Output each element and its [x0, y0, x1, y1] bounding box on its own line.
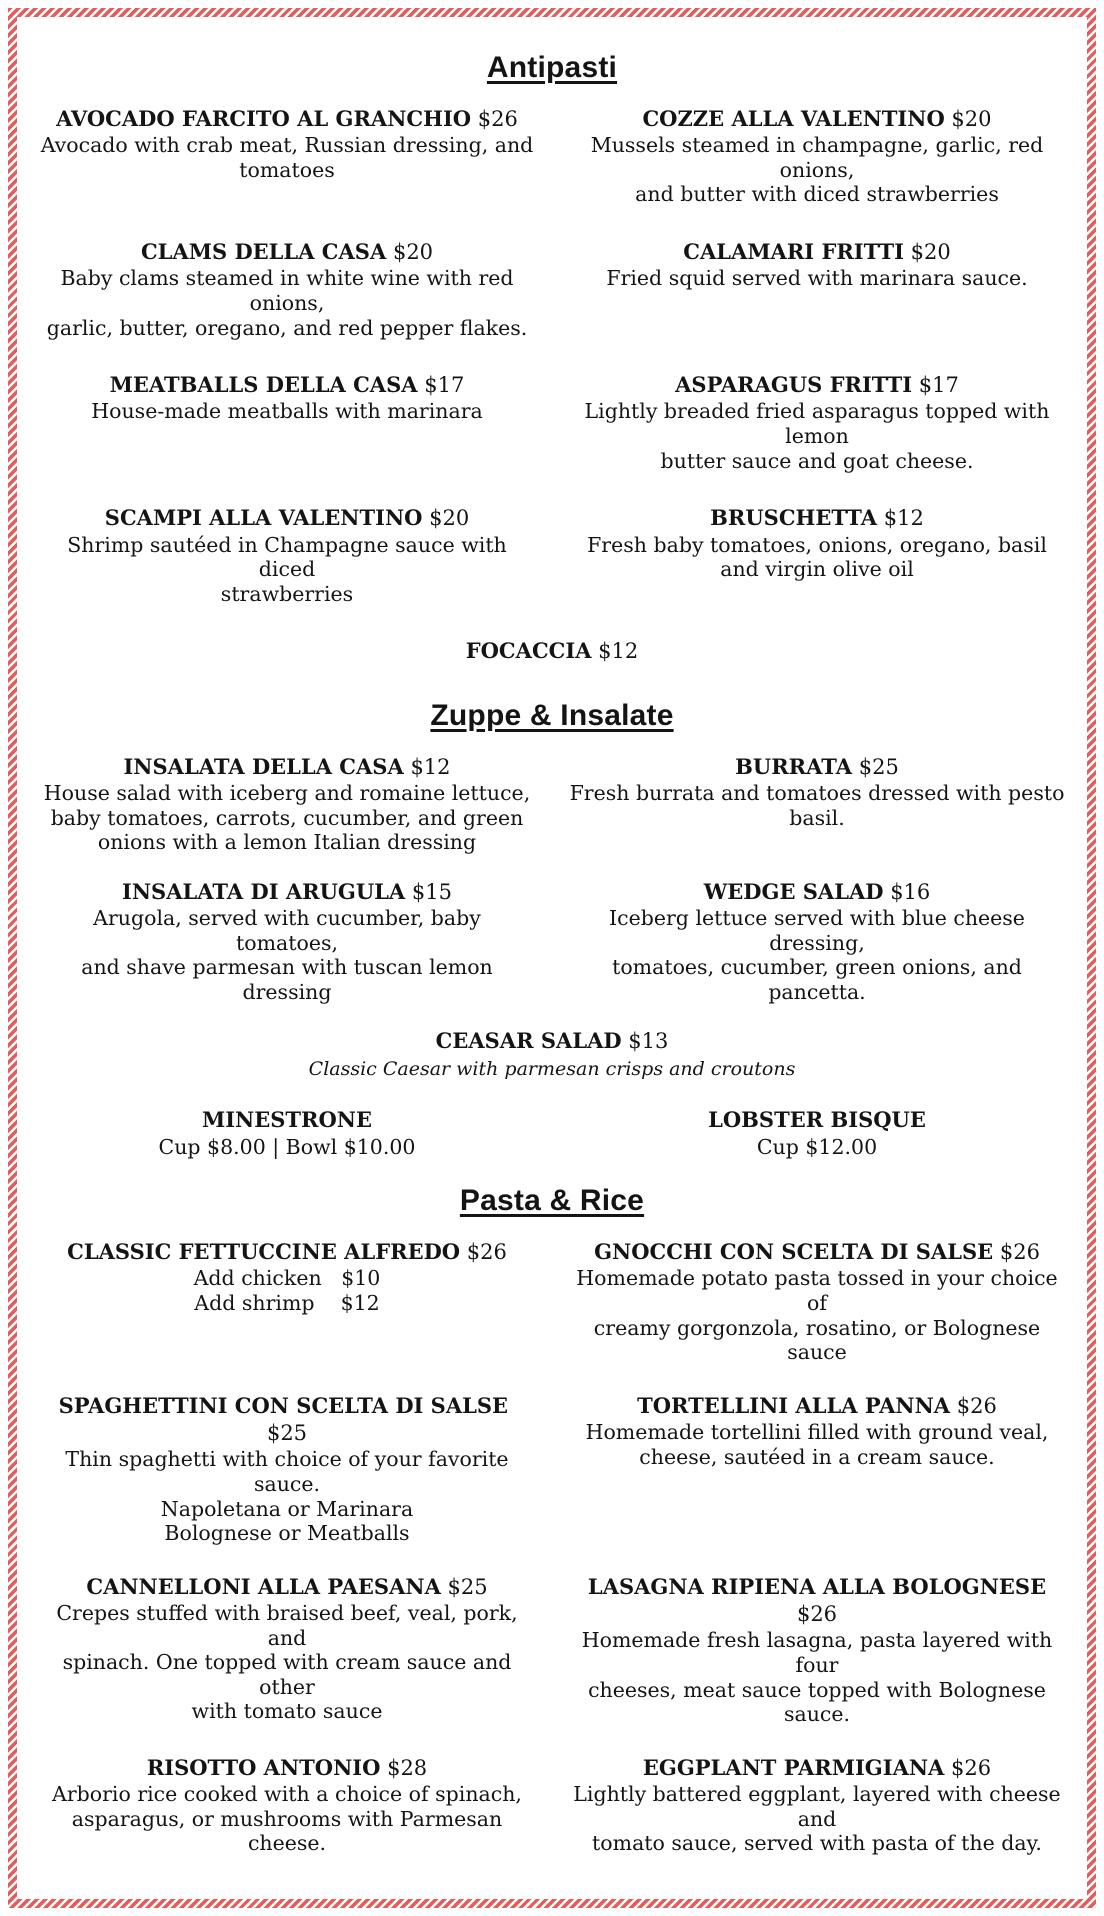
item-description-line: Avocado with crab meat, Russian dressing, and	[40, 133, 534, 158]
item-name: EGGPLANT PARMIGIANA	[642, 1754, 945, 1780]
menu-item-wedge-salad	[561, 878, 1073, 1005]
section-zuppe	[31, 699, 1073, 1182]
item-head	[39, 105, 535, 133]
menu-item-lasagna-ripiena-alla-bolognese	[561, 1573, 1073, 1727]
item-name: CANNELLONI ALLA PAESANA	[86, 1573, 441, 1599]
item-description-line: Homemade tortellini filled with ground veal,	[585, 1420, 1049, 1445]
item-price: $26	[460, 1240, 507, 1265]
menu-row	[31, 637, 1073, 696]
item-description-line: spinach. One topped with cream sauce and other	[62, 1650, 512, 1699]
item-price: $26	[993, 1240, 1040, 1265]
item-price: $26	[471, 107, 518, 131]
menu-row	[31, 1754, 1073, 1883]
item-description-line: Fresh burrata and tomatoes dressed with pesto	[569, 780, 1065, 805]
menu-root	[31, 51, 1073, 1883]
item-head	[569, 1238, 1065, 1266]
item-name: FOCACCIA	[465, 638, 592, 664]
item-price: $20	[386, 240, 434, 265]
item-description-line: Arugola, served with cucumber, baby tomatoes,	[93, 905, 481, 955]
item-description-line: Classic Caesar with parmesan crisps and croutons	[308, 1057, 796, 1080]
item-price: $17	[417, 373, 465, 398]
item-head	[39, 878, 535, 906]
item-description-line: Thin spaghetti with choice of your favorite sauce.	[65, 1447, 509, 1496]
menu-row	[31, 1238, 1073, 1392]
item-price: $25	[266, 1421, 308, 1446]
item-head	[569, 238, 1065, 266]
section-antipasti	[31, 51, 1073, 697]
item-description-line: House-made meatballs with marinara	[91, 399, 483, 424]
item-description-line: Crepes stuffed with braised beef, veal, pork, and	[56, 1601, 518, 1650]
item-name: BRUSCHETTA	[710, 505, 878, 531]
item-head	[39, 1106, 535, 1134]
item-price: $26	[950, 1393, 997, 1418]
item-head	[569, 105, 1065, 133]
item-price: $20	[944, 107, 992, 131]
section-title-zuppe: Zuppe & Insalate	[430, 698, 674, 732]
item-description-line: Baby clams steamed in white wine with red onions,	[60, 266, 514, 315]
item-price: $20	[422, 506, 470, 531]
menu-item-spaghettini-con-scelta-di-salse	[31, 1392, 543, 1546]
item-name: LASAGNA RIPIENA ALLA BOLOGNESE	[587, 1573, 1047, 1599]
item-description-line: onions with a lemon Italian dressing	[97, 830, 477, 855]
menu-row	[31, 371, 1073, 504]
menu-row	[31, 1573, 1073, 1754]
menu-item-insalata-di-arugula	[31, 878, 543, 1005]
menu-page	[8, 8, 1096, 1908]
item-description-line: Bolognese or Meatballs	[164, 1521, 410, 1546]
menu-row	[31, 238, 1073, 371]
menu-row	[31, 1392, 1073, 1573]
item-description-line: Mussels steamed in champagne, garlic, red onions,	[590, 133, 1044, 182]
menu-item-focaccia	[31, 637, 1073, 665]
item-price: $17	[912, 373, 959, 398]
menu-item-ceasar-salad	[31, 1027, 1073, 1083]
item-price: $12	[877, 506, 924, 531]
item-head	[39, 371, 535, 399]
item-name: CLAMS DELLA CASA	[140, 239, 387, 265]
item-name: WEDGE SALAD	[703, 878, 884, 904]
item-description-line: Napoletana or Marinara	[160, 1496, 414, 1521]
item-name: ASPARAGUS FRITTI	[675, 372, 913, 398]
item-price: $13	[621, 1029, 669, 1054]
menu-item-tortellini-alla-panna	[561, 1392, 1073, 1469]
item-head	[39, 1238, 535, 1266]
item-head	[569, 1754, 1065, 1782]
item-description-line: tomatoes, cucumber, green onions, and pancetta.	[612, 955, 1022, 1004]
menu-row	[31, 504, 1073, 637]
item-name: CLASSIC FETTUCCINE ALFREDO	[67, 1239, 461, 1265]
item-name: CEASAR SALAD	[435, 1028, 622, 1054]
item-head	[569, 504, 1065, 532]
item-name: RISOTTO ANTONIO	[146, 1754, 381, 1780]
menu-item-calamari-fritti	[561, 238, 1073, 291]
menu-item-eggplant-parmigiana	[561, 1754, 1073, 1856]
item-description-line: tomato sauce, served with pasta of the day.	[592, 1831, 1042, 1856]
item-description-line: cheese, sautéed in a cream sauce.	[639, 1444, 995, 1469]
menu-item-avocado-farcito-al-granchio	[31, 105, 543, 182]
item-name: SCAMPI ALLA VALENTINO	[104, 505, 423, 531]
menu-item-gnocchi-con-scelta-di-salse	[561, 1238, 1073, 1365]
section-title-pasta: Pasta & Rice	[459, 1184, 645, 1218]
item-head	[39, 637, 1065, 665]
item-price: $28	[380, 1755, 428, 1780]
item-price: $26	[944, 1755, 992, 1780]
item-name: LOBSTER BISQUE	[708, 1107, 926, 1133]
item-head	[39, 238, 535, 266]
section-pasta	[31, 1184, 1073, 1883]
item-price: $26	[796, 1602, 838, 1627]
menu-row	[31, 1027, 1073, 1106]
menu-item-bruschetta	[561, 504, 1073, 581]
item-price: $12	[403, 754, 451, 779]
item-description-line: Cup $8.00 | Bowl $10.00	[158, 1134, 416, 1159]
item-name: INSALATA DELLA CASA	[123, 753, 404, 779]
item-head	[39, 1754, 535, 1782]
item-description-line: garlic, butter, oregano, and red pepper flakes.	[46, 315, 528, 340]
item-head	[569, 1392, 1065, 1420]
item-description-line: and shave parmesan with tuscan lemon dressing	[81, 955, 493, 1004]
menu-item-meatballs-della-casa	[31, 371, 543, 424]
section-title-antipasti: Antipasti	[486, 51, 618, 84]
item-name: MINESTRONE	[201, 1107, 372, 1133]
item-name: COZZE ALLA VALENTINO	[642, 106, 945, 131]
menu-item-clams-della-casa	[31, 238, 543, 340]
item-price: $15	[405, 879, 452, 904]
menu-row	[31, 1106, 1073, 1182]
item-name: INSALATA DI ARUGULA	[122, 878, 406, 904]
menu-item-risotto-antonio	[31, 1754, 543, 1856]
item-price: $25	[440, 1574, 488, 1599]
item-description-line: basil.	[789, 805, 845, 830]
item-name: GNOCCHI CON SCELTA DI SALSE	[594, 1239, 994, 1265]
item-description-line: Add shrimp $12	[194, 1290, 380, 1315]
menu-item-asparagus-fritti	[561, 371, 1073, 473]
item-name: AVOCADO FARCITO AL GRANCHIO	[56, 106, 472, 131]
item-head	[569, 371, 1065, 399]
menu-item-burrata	[561, 753, 1073, 830]
menu-item-classic-fettuccine-alfredo	[31, 1238, 543, 1315]
item-description-line: Fried squid served with marinara sauce.	[606, 266, 1028, 291]
menu-item-cozze-alla-valentino	[561, 105, 1073, 207]
item-description-line: cheeses, meat sauce topped with Bolognese sauce.	[588, 1677, 1046, 1727]
item-price: $16	[883, 879, 931, 904]
item-description-line: asparagus, or mushrooms with Parmesan cheese.	[71, 1806, 503, 1856]
item-description-line: Homemade fresh lasagna, pasta layered with four	[581, 1628, 1053, 1677]
item-name: SPAGHETTINI CON SCELTA DI SALSE	[58, 1392, 516, 1418]
item-description-line: and virgin olive oil	[720, 557, 914, 582]
item-head	[39, 1027, 1065, 1055]
item-price: $20	[903, 240, 951, 265]
menu-item-minestrone	[31, 1106, 543, 1159]
menu-item-lobster-bisque	[561, 1106, 1073, 1159]
menu-row	[31, 105, 1073, 238]
item-description-line: Lightly battered eggplant, layered with cheese and	[573, 1782, 1061, 1831]
item-description-line: with tomato sauce	[191, 1699, 383, 1724]
item-head	[569, 878, 1065, 906]
item-price: $25	[852, 754, 899, 779]
item-description-line: Iceberg lettuce served with blue cheese dressing,	[609, 905, 1025, 955]
item-head	[569, 753, 1065, 781]
item-description-line: Homemade potato pasta tossed in your choice of	[576, 1266, 1058, 1315]
menu-item-scampi-alla-valentino	[31, 504, 543, 606]
item-description-line: House salad with iceberg and romaine lettuce,	[43, 780, 531, 805]
item-description-line: tomatoes	[239, 157, 335, 182]
item-description-line: creamy gorgonzola, rosatino, or Bolognese sauce	[593, 1315, 1041, 1365]
item-name: CALAMARI FRITTI	[683, 239, 904, 265]
item-description-line: strawberries	[220, 581, 354, 606]
item-description-line: baby tomatoes, carrots, cucumber, and green	[50, 805, 524, 830]
menu-row	[31, 878, 1073, 1028]
item-head	[569, 1573, 1065, 1629]
item-name: MEATBALLS DELLA CASA	[109, 372, 418, 398]
item-description-line: Shrimp sautéed in Champagne sauce with diced	[67, 532, 507, 582]
item-head	[39, 1573, 535, 1601]
item-price: $12	[591, 639, 639, 664]
item-description-line: Add chicken $10	[193, 1266, 381, 1291]
item-head	[39, 1392, 535, 1448]
item-name: TORTELLINI ALLA PANNA	[637, 1392, 951, 1418]
item-description-line: and butter with diced strawberries	[635, 182, 999, 207]
menu-row	[31, 753, 1073, 878]
item-head	[569, 1106, 1065, 1134]
item-description-line: butter sauce and goat cheese.	[660, 448, 974, 473]
item-description-line: Lightly breaded fried asparagus topped with lemon	[584, 399, 1050, 449]
menu-item-cannelloni-alla-paesana	[31, 1573, 543, 1724]
item-head	[39, 753, 535, 781]
item-description-line: Fresh baby tomatoes, onions, oregano, basil	[587, 532, 1047, 557]
item-description-line: Arborio rice cooked with a choice of spinach,	[52, 1782, 522, 1806]
menu-item-insalata-della-casa	[31, 753, 543, 855]
item-head	[39, 504, 535, 532]
item-name: BURRATA	[735, 753, 853, 779]
item-description-line: Cup $12.00	[756, 1134, 878, 1159]
